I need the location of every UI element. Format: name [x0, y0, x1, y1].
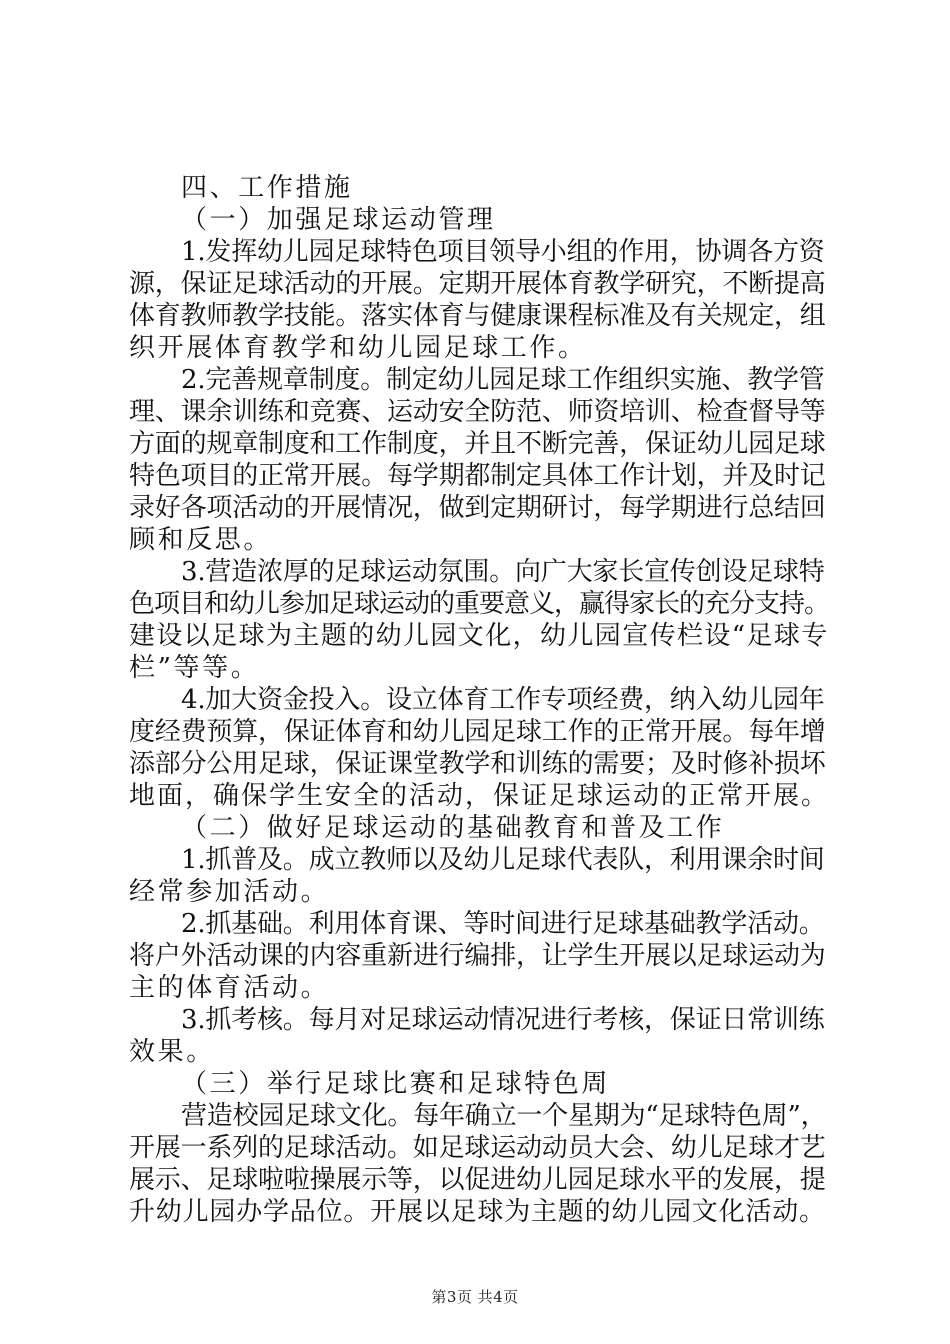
text-line: 度经费预算，保证体育和幼儿园足球工作的正常开展。每年增	[129, 717, 826, 747]
text-line: 顾和反思。	[129, 525, 273, 555]
paragraph	[129, 844, 829, 908]
text-line: 栏”等等。	[129, 653, 260, 683]
text-line: 将户外活动课的内容重新进行编排，让学生开展以足球运动为	[129, 941, 826, 971]
paragraph	[129, 1100, 829, 1228]
text-line: 营造校园足球文化。每年确立一个星期为“足球特色周”，	[181, 1101, 827, 1131]
text-line: 主的体育活动。	[129, 973, 330, 1003]
subsection-title: （一）加强足球运动管理	[181, 205, 496, 235]
subsection-title: （二）做好足球运动的基础教育和普及工作	[181, 813, 725, 843]
text-line: 色项目和幼儿参加足球运动的重要意义，赢得家长的充分支持。	[129, 589, 830, 619]
text-line: 1.发挥幼儿园足球特色项目领导小组的作用，协调各方资	[181, 237, 825, 267]
text-line: 3.抓考核。每月对足球运动情况进行考核，保证日常训练	[181, 1005, 825, 1035]
text-line: 3.营造浓厚的足球运动氛围。向广大家长宣传创设足球特	[181, 557, 825, 587]
text-line: 经常参加活动。	[129, 877, 330, 907]
text-line: 展示、足球啦啦操展示等，以促进幼儿园足球水平的发展，提	[129, 1165, 826, 1195]
text-line: 4.加大资金投入。设立体育工作专项经费，纳入幼儿园年	[181, 685, 825, 715]
text-line: 2.抓基础。利用体育课、等时间进行足球基础教学活动。	[181, 909, 825, 939]
text-line: 地面，确保学生安全的活动，保证足球运动的正常开展。	[129, 781, 830, 811]
paragraph	[129, 908, 829, 1004]
text-line: 2.完善规章制度。制定幼儿园足球工作组织实施、教学管	[181, 365, 825, 395]
subsection-title: （三）举行足球比赛和足球特色周	[181, 1069, 611, 1099]
page-footer: 第3页 共4页	[431, 1288, 519, 1306]
text-line: 录好各项活动的开展情况，做到定期研讨，每学期进行总结回	[129, 493, 826, 523]
text-line: 开展一系列的足球活动。如足球运动动员大会、幼儿足球才艺	[129, 1133, 826, 1163]
section-heading: 四、工作措施	[181, 173, 353, 203]
text-line: 体育教师教学技能。落实体育与健康课程标准及有关规定，组	[129, 301, 826, 331]
paragraph	[129, 684, 829, 812]
text-line: 特色项目的正常开展。每学期都制定具体工作计划，并及时记	[129, 461, 826, 491]
text-line: 方面的规章制度和工作制度，并且不断完善，保证幼儿园足球	[129, 429, 826, 459]
document-body	[129, 172, 829, 1228]
paragraph	[129, 1004, 829, 1068]
paragraph	[129, 556, 829, 684]
text-line: 升幼儿园办学品位。开展以足球为主题的幼儿园文化活动。	[129, 1197, 826, 1227]
text-line: 理、课余训练和竞赛、运动安全防范、师资培训、检查督导等	[129, 397, 826, 427]
text-line: 添部分公用足球，保证课堂教学和训练的需要；及时修补损坏	[129, 749, 826, 779]
paragraph	[129, 236, 829, 364]
paragraph	[129, 364, 829, 556]
text-line: 织开展体育教学和幼儿园足球工作。	[129, 333, 587, 363]
text-line: 建设以足球为主题的幼儿园文化，幼儿园宣传栏设“足球专	[129, 621, 829, 651]
text-line: 1.抓普及。成立教师以及幼儿足球代表队，利用课余时间	[181, 845, 825, 875]
text-line: 效果。	[129, 1037, 215, 1067]
text-line: 源，保证足球活动的开展。定期开展体育教学研究，不断提高	[129, 269, 826, 299]
